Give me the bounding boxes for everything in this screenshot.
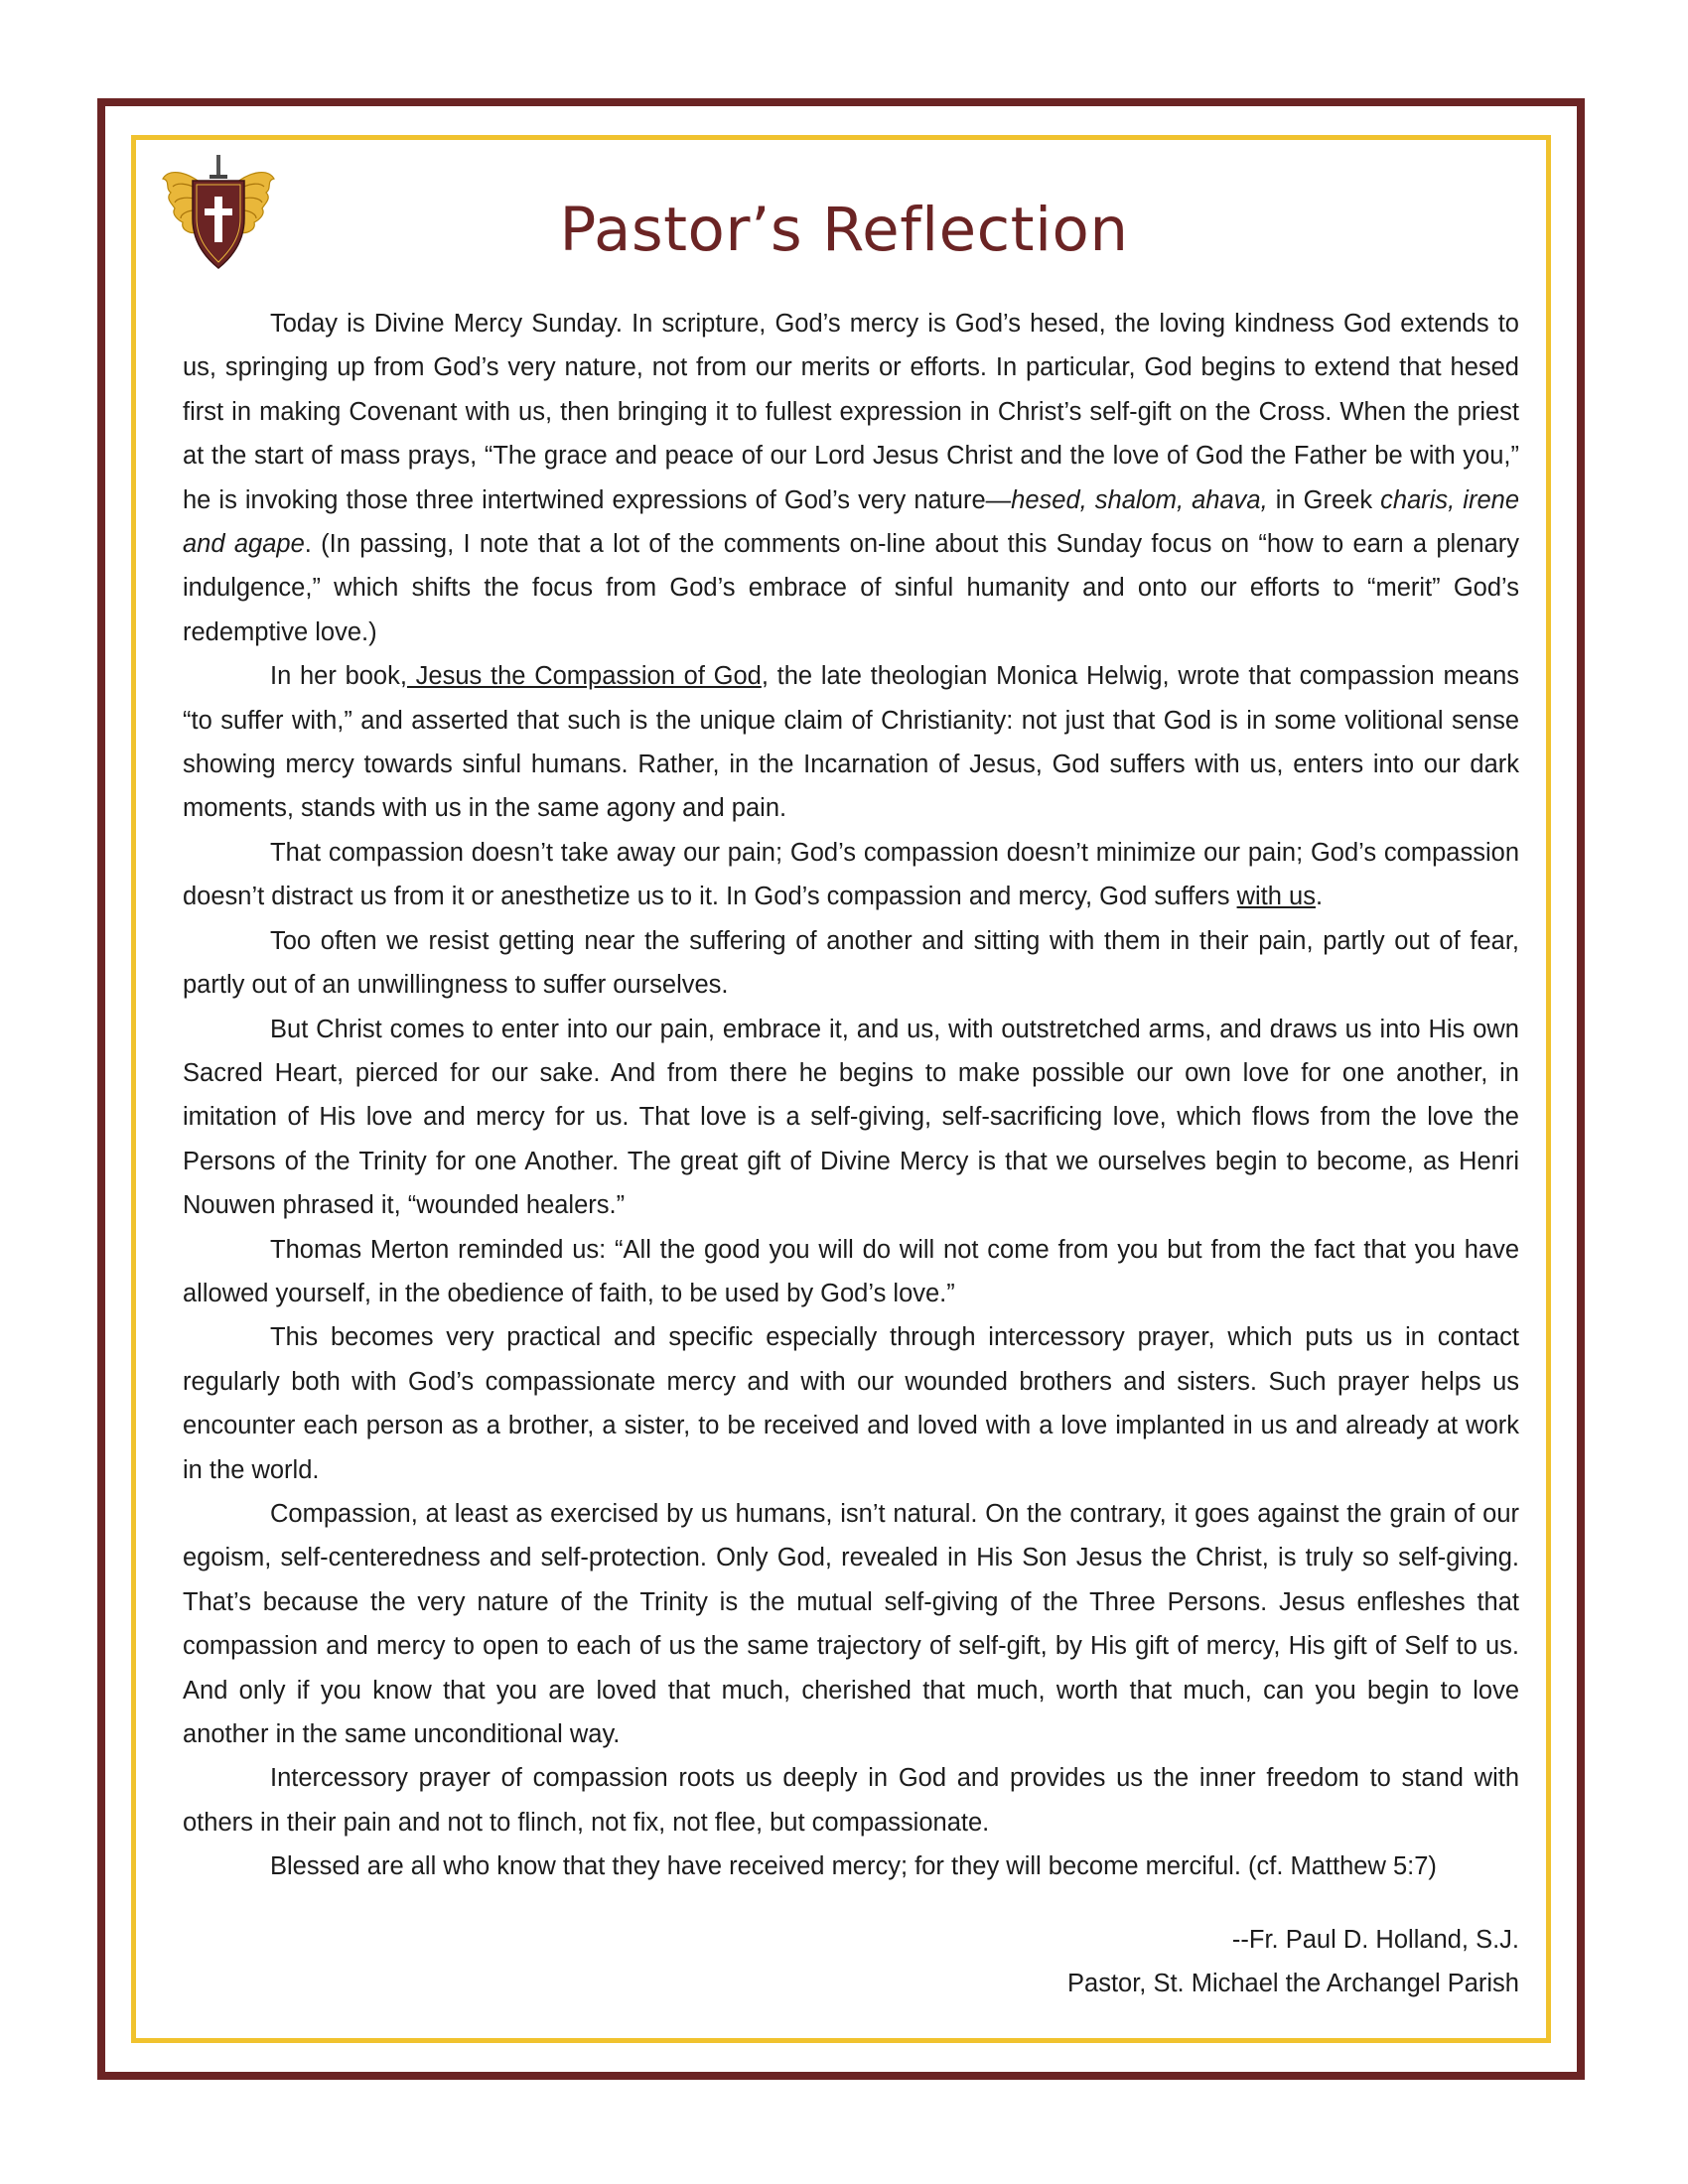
signature-name: --Fr. Paul D. Holland, S.J. bbox=[1231, 1926, 1519, 1954]
paragraph-10: Blessed are all who know that they have received mercy; for they will become merciful. (cf. Matthew 5:7) bbox=[270, 1852, 1437, 1881]
paragraph-1: Today is Divine Mercy Sunday. In scripture, God’s mercy is God’s hesed, the loving kindness God extends to us, springing up from God’s very nature, not from our merits or efforts. In particular, God begins to extend that hesed first in making Covenant with us, then bringing it to fullest expression in Christ’s self-gift on the Cross. When the priest at the start of mass prays, “The grace and peace of our Lord Jesus Christ and the love of God the Father be with you,” he is invoking those three intertwined expressions of God’s very nature—hesed, shalom, ahava, in Greek charis, irene and agape. (In passing, I note that a lot of the comments on-line about this Sunday focus on “how to earn a plenary indulgence,” which shifts the focus from God’s embrace of sinful humanity and onto our efforts to “merit” God’s redemptive love.) bbox=[183, 310, 1520, 646]
paragraph-2: In her book, Jesus the Compassion of God, the late theologian Monica Helwig, wrote that compassion means “to suffer with,” and asserted that such is the unique claim of Christianity: not just that God is in some volitional sense showing mercy towards sinful humans. Rather, in the Incarnation of Jesus, God suffers with us, enters into our dark moments, stands with us in the same agony and pain. bbox=[183, 662, 1520, 823]
reflection-body bbox=[183, 302, 1519, 1889]
book-title: Jesus the Compassion of God bbox=[406, 662, 762, 691]
paragraph-5: But Christ comes to enter into our pain, embrace it, and us, with outstretched arms, and draws us into His own Sacred Heart, pierced for our sake. And from there he begins to make possible our own love for one another, in imitation of His love and mercy for us. That love is a self-giving, self-sacrificing love, which flows from the love the Persons of the Trinity for one Another. The great gift of Divine Mercy is that we ourselves begin to become, as Henri Nouwen phrased it, “wounded healers.” bbox=[183, 1015, 1519, 1220]
paragraph-6: Thomas Merton reminded us: “All the good you will do will not come from you but from the fact that you have allowed yourself, in the obedience of faith, to be used by God’s love.” bbox=[183, 1235, 1519, 1307]
paragraph-8: Compassion, at least as exercised by us humans, isn’t natural. On the contrary, it goes against the grain of our egoism, self-centeredness and self-protection. Only God, revealed in His Son Jesus the Christ, is truly so self-giving. That’s because the very nature of the Trinity is the mutual self-giving of the Three Persons. Jesus enfleshes that compassion and mercy to open to each of us the same trajectory of self-gift, by His gift of mercy, His gift of Self to us. And only if you know that you are loved that much, cherished that much, worth that much, can you begin to love another in the same unconditional way. bbox=[183, 1499, 1519, 1748]
paragraph-7: This becomes very practical and specific especially through intercessory prayer, which puts us in contact regularly both with God’s compassionate mercy and with our wounded brothers and sisters. Such prayer helps us encounter each person as a brother, a sister, to be received and loved with a love implanted in us and already at work in the world. bbox=[183, 1323, 1519, 1484]
signature-role: Pastor, St. Michael the Archangel Parish bbox=[1067, 1970, 1519, 1998]
signature-block bbox=[1067, 1918, 1519, 2006]
page-title: Pastor’s Reflection bbox=[559, 195, 1129, 265]
paragraph-9: Intercessory prayer of compassion roots us deeply in God and provides us the inner freedom to stand with others in their pain and not to flinch, not fix, not flee, but compassionate. bbox=[183, 1764, 1519, 1837]
paragraph-3: That compassion doesn’t take away our pain; God’s compassion doesn’t minimize our pain; God’s compassion doesn’t distract us from it or anesthetize us to it. In God’s compassion and mercy, God suffers with us. bbox=[183, 838, 1519, 911]
paragraph-4: Too often we resist getting near the suffering of another and sitting with them in their pain, partly out of fear, partly out of an unwillingness to suffer ourselves. bbox=[183, 926, 1519, 1000]
